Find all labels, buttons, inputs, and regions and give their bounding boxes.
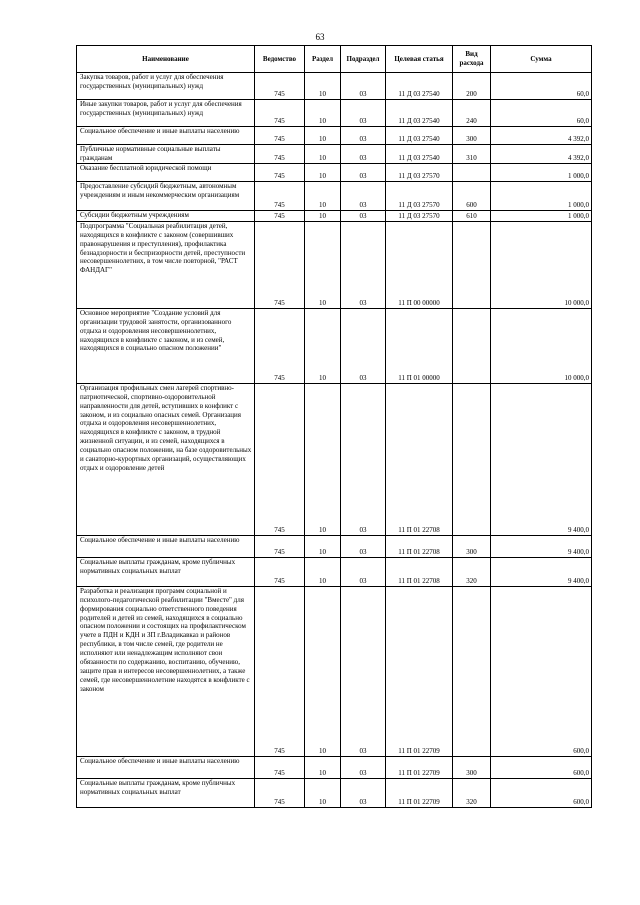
cell-name: Социальное обеспечение и иные выплаты населению	[77, 756, 255, 778]
cell-sum: 9 400,0	[491, 383, 592, 535]
cell-sum: 1 000,0	[491, 210, 592, 221]
cell-sum: 9 400,0	[491, 557, 592, 586]
header-sum: Сумма	[491, 46, 592, 73]
cell-name: Социальное обеспечение и иные выплаты населению	[77, 535, 255, 557]
cell-exp-type	[453, 586, 491, 756]
cell-sum: 1 000,0	[491, 181, 592, 210]
cell-name: Социальные выплаты гражданам, кроме публичных нормативных социальных выплат	[77, 778, 255, 807]
table-row	[77, 756, 592, 778]
table-row	[77, 308, 592, 383]
cell-exp-type: 310	[453, 145, 491, 164]
cell-dept: 745	[255, 163, 305, 181]
cell-sum: 4 392,0	[491, 145, 592, 164]
page-number: 63	[315, 32, 325, 42]
table-row	[77, 163, 592, 181]
cell-dept: 745	[255, 586, 305, 756]
header-section: Раздел	[305, 46, 341, 73]
cell-exp-type	[453, 163, 491, 181]
cell-exp-type: 610	[453, 210, 491, 221]
cell-sum: 600,0	[491, 778, 592, 807]
table-row	[77, 778, 592, 807]
cell-section: 10	[305, 586, 341, 756]
table-row	[77, 127, 592, 145]
cell-section: 10	[305, 145, 341, 164]
cell-section: 10	[305, 308, 341, 383]
cell-dept: 745	[255, 557, 305, 586]
header-exp-type: Вид расхода	[453, 46, 491, 73]
budget-table	[76, 45, 592, 808]
cell-target: 11 П 01 22708	[386, 557, 453, 586]
cell-subsection: 03	[341, 535, 386, 557]
cell-dept: 745	[255, 383, 305, 535]
cell-name: Социальные выплаты гражданам, кроме публичных нормативных социальных выплат	[77, 557, 255, 586]
cell-section: 10	[305, 557, 341, 586]
cell-section: 10	[305, 756, 341, 778]
cell-dept: 745	[255, 210, 305, 221]
cell-sum: 60,0	[491, 100, 592, 127]
table-row	[77, 383, 592, 535]
cell-target: 11 Д 03 27570	[386, 210, 453, 221]
cell-dept: 745	[255, 181, 305, 210]
cell-exp-type: 600	[453, 181, 491, 210]
cell-target: 11 Д 03 27540	[386, 127, 453, 145]
cell-target: 11 П 01 22708	[386, 535, 453, 557]
cell-target: 11 Д 03 27540	[386, 100, 453, 127]
cell-exp-type: 300	[453, 127, 491, 145]
cell-target: 11 П 01 22709	[386, 586, 453, 756]
cell-target: 11 Д 03 27570	[386, 181, 453, 210]
cell-exp-type: 320	[453, 778, 491, 807]
table-row	[77, 73, 592, 100]
header-dept: Ведомство	[255, 46, 305, 73]
cell-exp-type: 300	[453, 756, 491, 778]
table-row	[77, 210, 592, 221]
cell-target: 11 П 01 22708	[386, 383, 453, 535]
cell-target: 11 П 01 22709	[386, 756, 453, 778]
cell-name: Социальное обеспечение и иные выплаты населению	[77, 127, 255, 145]
cell-dept: 745	[255, 535, 305, 557]
cell-target: 11 П 01 22709	[386, 778, 453, 807]
cell-target: 11 П 01 00000	[386, 308, 453, 383]
cell-subsection: 03	[341, 145, 386, 164]
cell-name: Организация профильных смен лагерей спортивно-патриотической, спортивно-оздоровительной направленности для детей, вступивших в конфликт с законом, и из социально опасных семей. Организация отдыха и оздоровления несовершеннолетних, находящихся в конфликте с законом, в трудной жизненной ситуации, и из семей, находящихся в социально опасном положении, на базе оздоровительных и санаторно-курортных организаций, осуществляющих отдых и оздоровление детей	[77, 383, 255, 535]
cell-subsection: 03	[341, 557, 386, 586]
cell-section: 10	[305, 221, 341, 308]
cell-dept: 745	[255, 308, 305, 383]
cell-name: Основное мероприятие "Создание условий для организации трудовой занятости, организованного отдыха и оздоровления несовершеннолетних, находящихся в конфликте с законом, и из семей, находящихся в социально опасном положении"	[77, 308, 255, 383]
cell-subsection: 03	[341, 210, 386, 221]
cell-exp-type: 300	[453, 535, 491, 557]
cell-subsection: 03	[341, 181, 386, 210]
cell-sum: 10 000,0	[491, 308, 592, 383]
cell-name: Оказание бесплатной юридической помощи	[77, 163, 255, 181]
header-name: Наименование	[77, 46, 255, 73]
header-target: Целевая статья	[386, 46, 453, 73]
cell-sum: 10 000,0	[491, 221, 592, 308]
cell-dept: 745	[255, 100, 305, 127]
cell-section: 10	[305, 100, 341, 127]
table-header-row	[77, 46, 592, 73]
cell-subsection: 03	[341, 127, 386, 145]
cell-section: 10	[305, 73, 341, 100]
cell-subsection: 03	[341, 383, 386, 535]
cell-target: 11 Д 03 27540	[386, 73, 453, 100]
table-row	[77, 145, 592, 164]
cell-name: Разработка и реализация программ социальной и психолого-педагогической реабилитации "Вместе" для формирования социально ответственного поведения родителей и детей из семей, находящихся в социально опасном положении и состоящих на профилактическом учете в ПДН и КДН и ЗП г.Владикавказ и районов республики, в том числе семей, где родители не исполняют или ненадлежащим исполняют свои обязанности по содержанию, воспитанию, обучению, защите прав и интересов несовершеннолетних, а также семей, где несовершеннолетние находятся в конфликте с законом	[77, 586, 255, 756]
cell-section: 10	[305, 778, 341, 807]
cell-subsection: 03	[341, 163, 386, 181]
cell-target: 11 П 00 00000	[386, 221, 453, 308]
table-row	[77, 100, 592, 127]
cell-target: 11 Д 03 27570	[386, 163, 453, 181]
cell-dept: 745	[255, 73, 305, 100]
cell-sum: 60,0	[491, 73, 592, 100]
cell-section: 10	[305, 210, 341, 221]
cell-name: Иные закупки товаров, работ и услуг для обеспечения государственных (муниципальных) нужд	[77, 100, 255, 127]
cell-subsection: 03	[341, 586, 386, 756]
cell-sum: 600,0	[491, 586, 592, 756]
header-subsection: Подраздел	[341, 46, 386, 73]
cell-sum: 1 000,0	[491, 163, 592, 181]
table-row	[77, 586, 592, 756]
cell-subsection: 03	[341, 756, 386, 778]
cell-sum: 9 400,0	[491, 535, 592, 557]
cell-dept: 745	[255, 127, 305, 145]
cell-name: Закупка товаров, работ и услуг для обеспечения государственных (муниципальных) нужд	[77, 73, 255, 100]
cell-name: Субсидии бюджетным учреждениям	[77, 210, 255, 221]
table-row	[77, 557, 592, 586]
cell-exp-type	[453, 221, 491, 308]
cell-name: Подпрограмма "Социальная реабилитация детей, находящихся в конфликте с законом (совершивших правонарушения и преступления), профилактика безнадзорности и беспризорности детей, преступности несовершеннолетних, в том числе повторной, "РАСТ ФАНДАГ"	[77, 221, 255, 308]
cell-exp-type: 200	[453, 73, 491, 100]
cell-section: 10	[305, 163, 341, 181]
cell-sum: 4 392,0	[491, 127, 592, 145]
cell-subsection: 03	[341, 73, 386, 100]
cell-exp-type	[453, 308, 491, 383]
cell-exp-type: 320	[453, 557, 491, 586]
cell-dept: 745	[255, 145, 305, 164]
cell-dept: 745	[255, 778, 305, 807]
cell-target: 11 Д 03 27540	[386, 145, 453, 164]
cell-sum: 600,0	[491, 756, 592, 778]
cell-section: 10	[305, 535, 341, 557]
cell-dept: 745	[255, 221, 305, 308]
cell-section: 10	[305, 127, 341, 145]
cell-exp-type: 240	[453, 100, 491, 127]
cell-subsection: 03	[341, 100, 386, 127]
cell-subsection: 03	[341, 778, 386, 807]
cell-subsection: 03	[341, 221, 386, 308]
cell-name: Предоставление субсидий бюджетным, автономным учреждениям и иным некоммерческим организациям	[77, 181, 255, 210]
cell-section: 10	[305, 181, 341, 210]
cell-name: Публичные нормативные социальные выплаты гражданам	[77, 145, 255, 164]
table-row	[77, 535, 592, 557]
cell-subsection: 03	[341, 308, 386, 383]
table-row	[77, 181, 592, 210]
cell-dept: 745	[255, 756, 305, 778]
cell-exp-type	[453, 383, 491, 535]
table-row	[77, 221, 592, 308]
cell-section: 10	[305, 383, 341, 535]
